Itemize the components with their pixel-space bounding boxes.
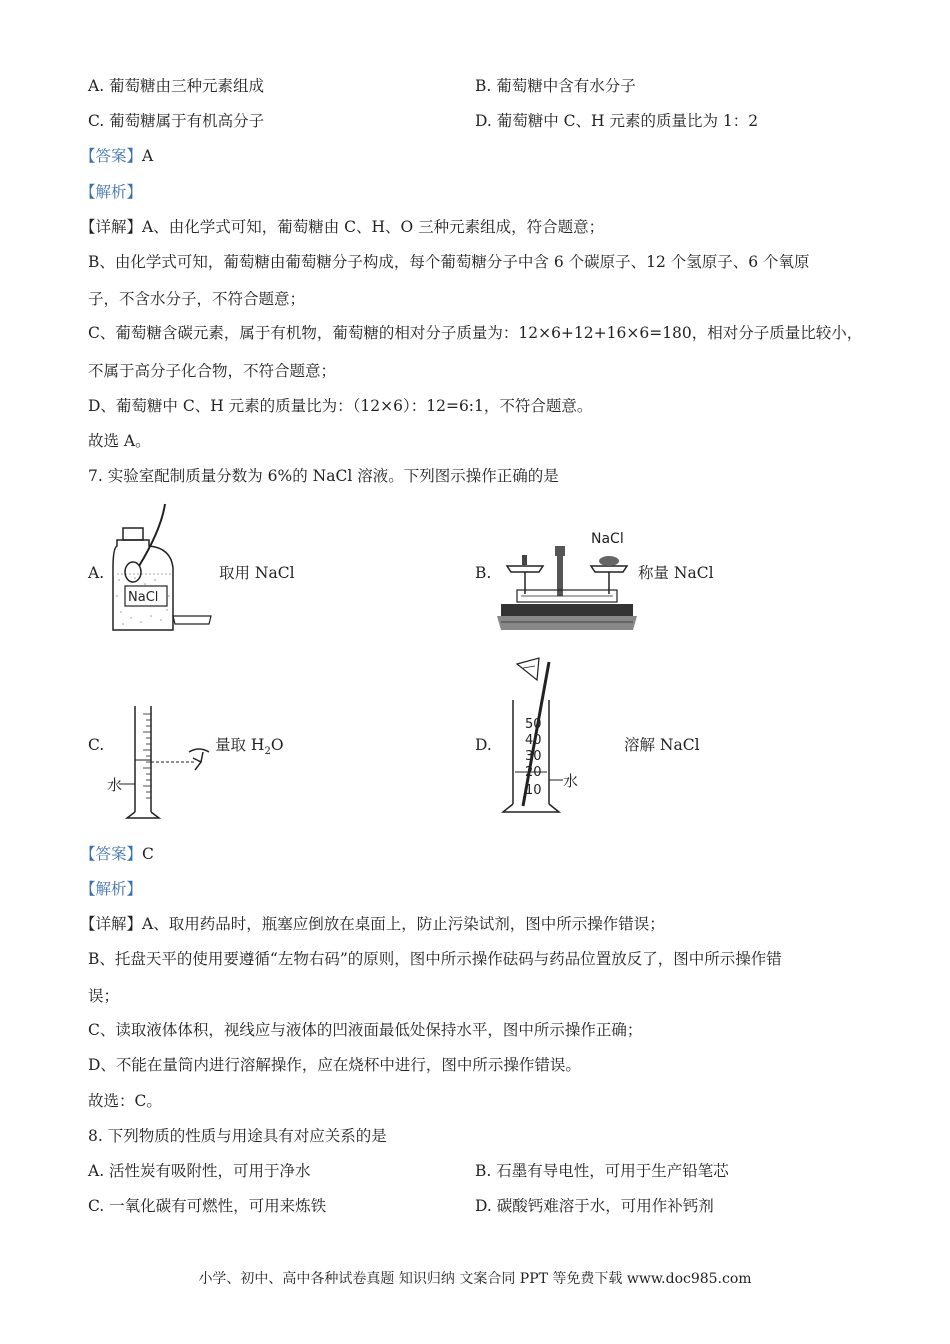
answer-tag: 【答案】 [80,845,143,863]
q7-option-a-label: A. [88,564,105,582]
q7-option-c-figure [105,700,215,825]
tick-label: 30 [525,749,542,764]
q7-option-d-label: D. [475,736,492,754]
q8-option-c: C. 一氧化碳有可燃性，可用来炼铁 [88,1197,327,1215]
q7-option-a-figure [105,500,225,640]
q7-option-b-caption: 称量 NaCl [638,564,714,582]
tick-label: 40 [525,733,542,748]
q6-option-c: C. 葡萄糖属于有机高分子 [88,112,265,130]
q8-option-d: D. 碳酸钙难溶于水，可用作补钙剂 [475,1197,714,1215]
tick-label: 10 [525,783,542,798]
q6-detail-line: 子，不含水分子，不符合题意； [88,290,306,308]
q7-detail-line: D、不能在量筒内进行溶解操作，应在烧杯中进行，图中所示操作错误。 [88,1056,581,1074]
q6-detail-line: B、由化学式可知，葡萄糖由葡萄糖分子构成，每个葡萄糖分子中含 6 个碳原子、12 个氢原子、6 个氧原 [88,253,810,271]
q8-stem: 8. 下列物质的性质与用途具有对应关系的是 [88,1127,387,1145]
q7-detail-line: 故选：C。 [88,1092,162,1110]
bottle-label: NaCl [128,590,159,605]
q7-analysis-tag: 【解析】 [80,880,143,898]
q6-analysis-tag: 【解析】 [80,183,143,201]
q6-detail-line: C、葡萄糖含碳元素，属于有机物，葡萄糖的相对分子质量为：12×6+12+16×6=180，相对分子质量比较小， [88,324,863,342]
q6-option-b: B. 葡萄糖中含有水分子 [475,77,636,95]
q7-option-d-figure [495,656,615,821]
q7-option-b-label: B. [475,564,492,582]
answer-value: A [142,147,154,165]
q6-detail-line: D、葡萄糖中 C、H 元素的质量比为：（12×6）：12=6:1，不符合题意。 [88,397,593,415]
page-footer: 小学、初中、高中各种试卷真题 知识归纳 文案合同 PPT 等免费下载 www.doc985.com [198,1271,752,1287]
tick-label: 50 [525,717,542,732]
q6-detail-line: 故选 A。 [88,432,151,450]
q7-option-c-label: C. [88,736,105,754]
answer-tag: 【答案】 [80,147,143,165]
q6-option-a: A. 葡萄糖由三种元素组成 [88,77,265,95]
q7-detail-line: 误； [88,987,120,1005]
q7-option-a-caption: 取用 NaCl [219,564,295,582]
q7-stem: 7. 实验室配制质量分数为 6%的 NaCl 溶液。下列图示操作正确的是 [88,467,559,485]
q7-option-b-figure [497,526,637,636]
q6-detail-line: 不属于高分子化合物，不符合题意； [88,362,337,380]
q6-option-d: D. 葡萄糖中 C、H 元素的质量比为 1：2 [475,112,759,130]
water-label-c: 水 [107,776,123,794]
q7-option-d-caption: 溶解 NaCl [624,736,700,754]
q8-option-b: B. 石墨有导电性，可用于生产铅笔芯 [475,1162,729,1180]
q7-detail-line: C、读取液体体积，视线应与液体的凹液面最低处保持水平，图中所示操作正确； [88,1021,643,1039]
pan-label: NaCl [591,531,624,547]
q6-detail-line: 【详解】A、由化学式可知，葡萄糖由 C、H、O 三种元素组成，符合题意； [80,218,605,236]
q7-option-c-caption: 量取 $H_2O$ [215,736,284,758]
q8-option-a: A. 活性炭有吸附性，可用于净水 [88,1162,311,1180]
answer-value: C [142,845,154,863]
water-label-d: 水 [563,772,579,790]
q6-answer-line [80,146,153,166]
tick-label: 20 [525,765,542,780]
q7-detail-line: 【详解】A、取用药品时，瓶塞应倒放在桌面上，防止污染试剂，图中所示操作错误； [80,915,665,933]
q7-detail-line: B、托盘天平的使用要遵循“左物右码”的原则，图中所示操作砝码与药品位置放反了，图中所示操作错 [88,950,782,968]
q7-answer-line [80,844,154,864]
